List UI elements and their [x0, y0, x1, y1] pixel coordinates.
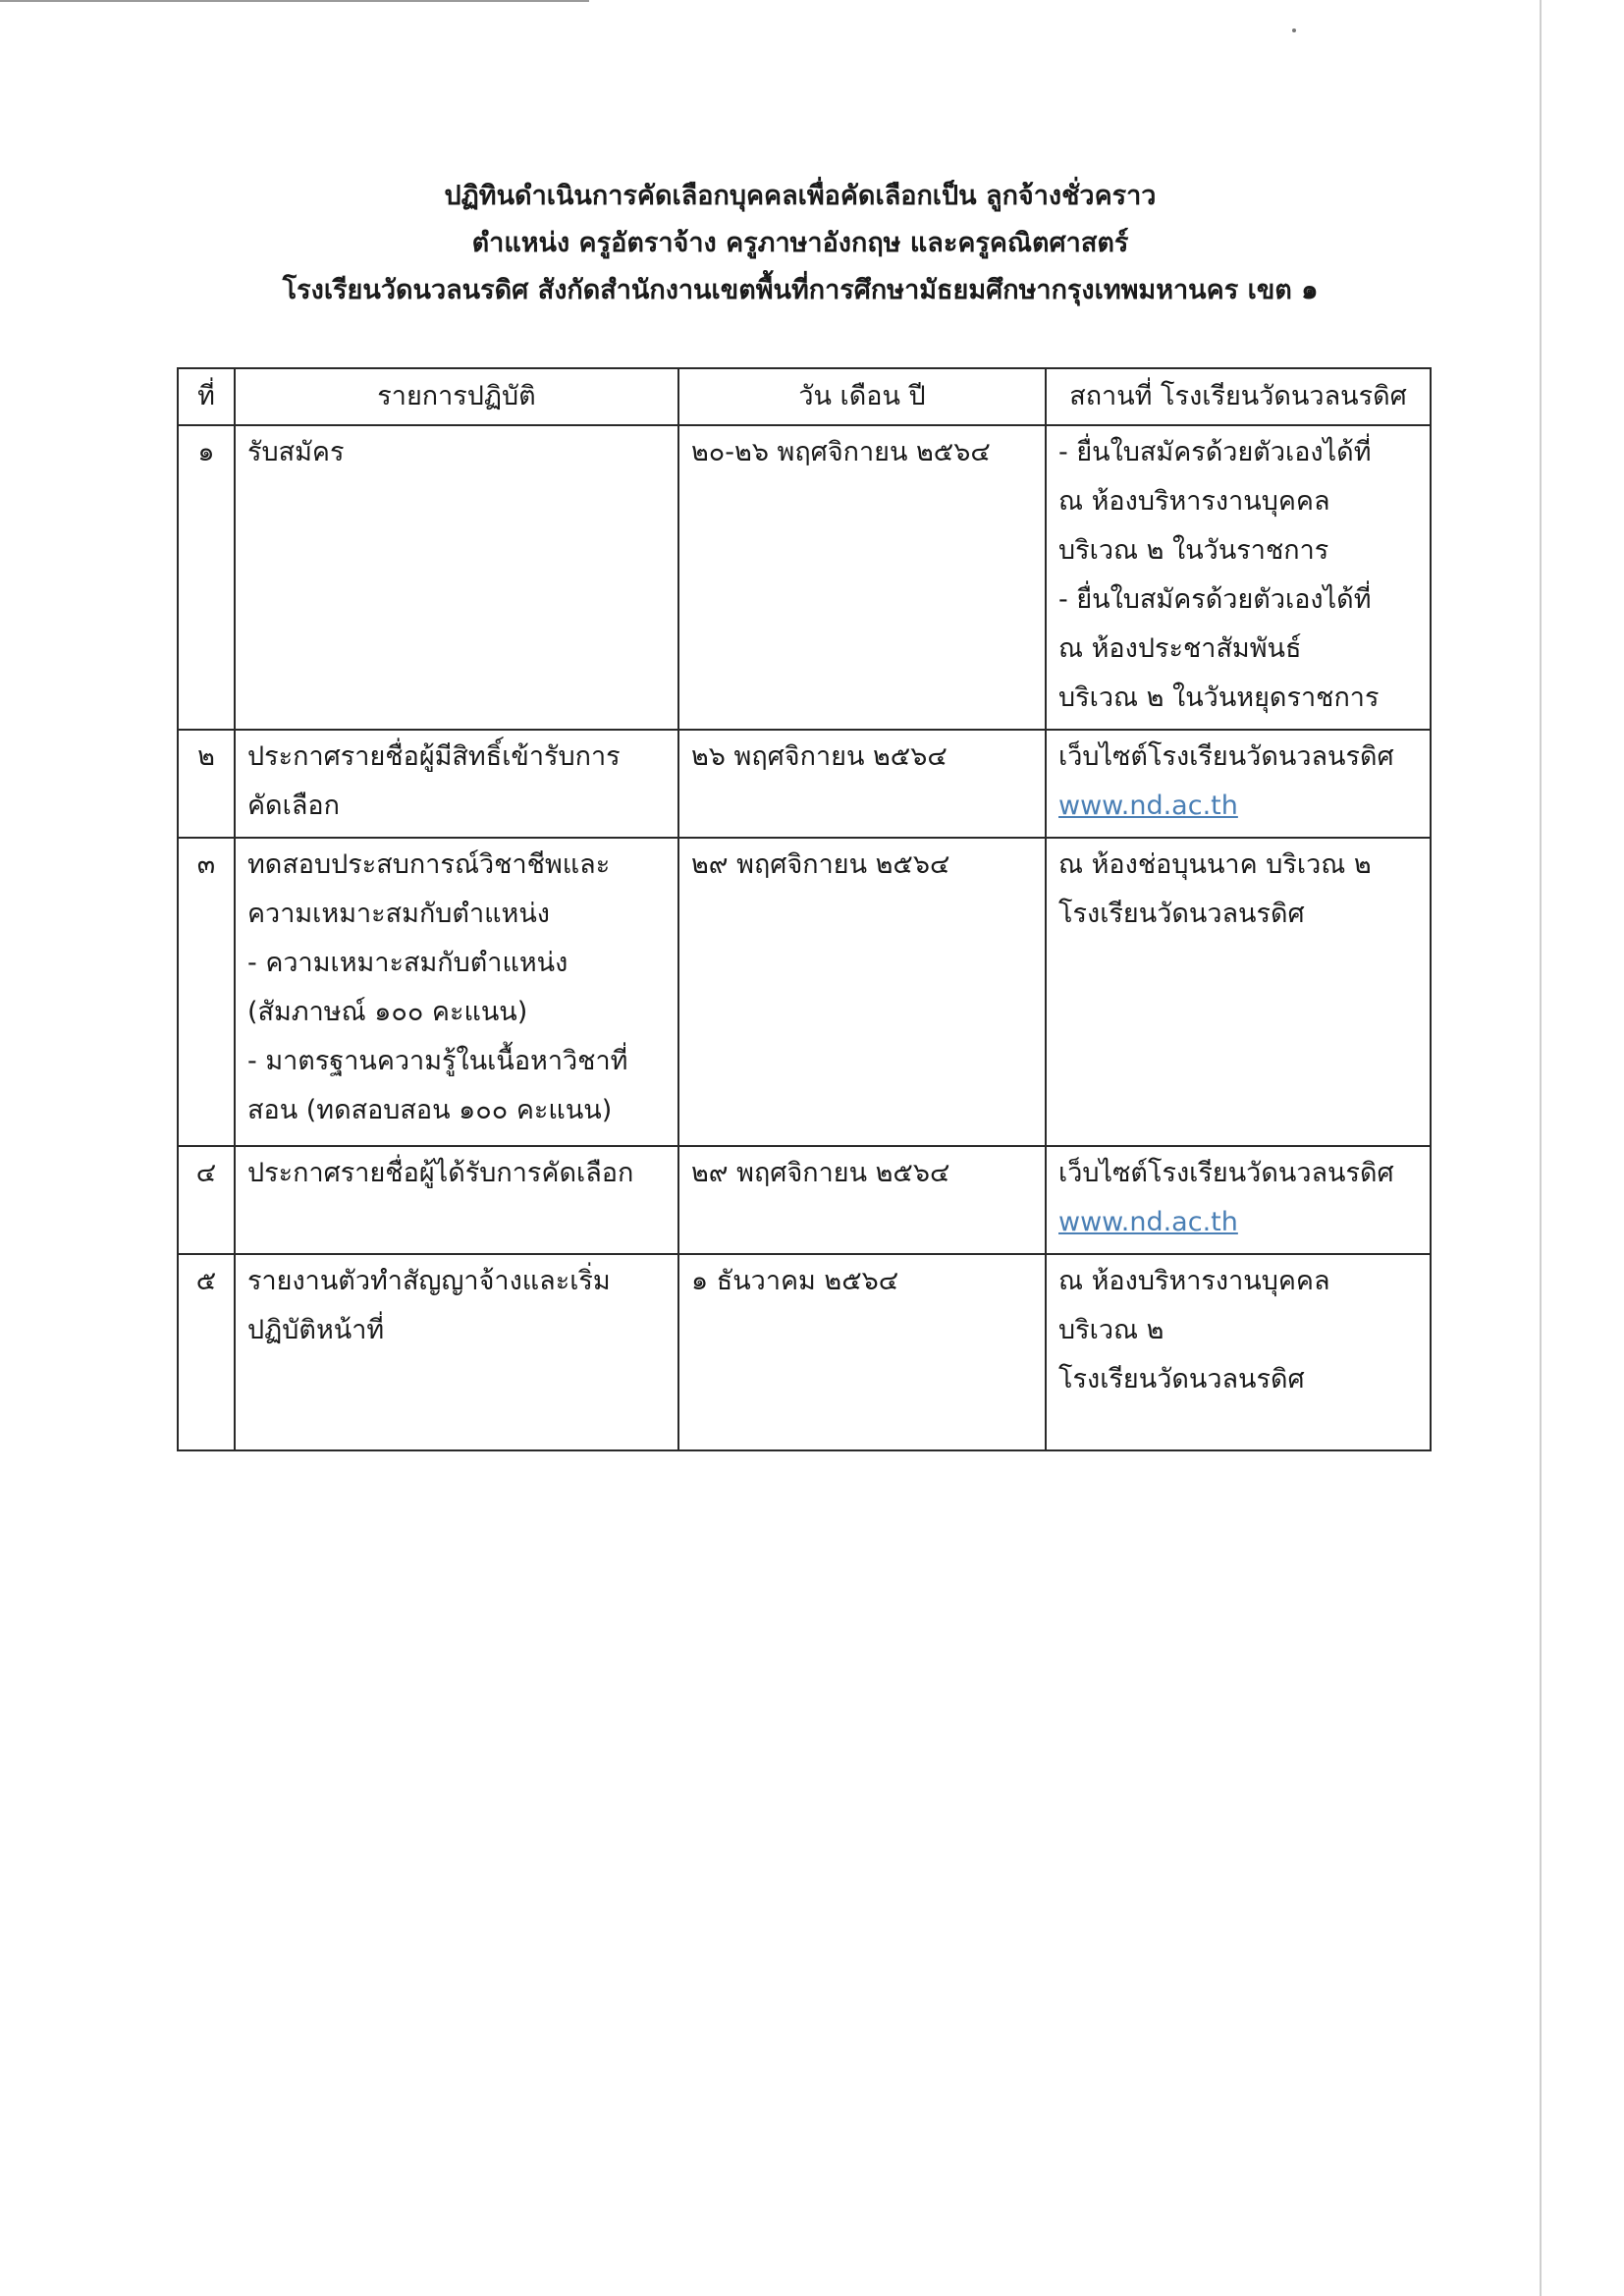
table-row	[178, 425, 1431, 730]
row-place	[1046, 1254, 1431, 1450]
row-date: ๒๖ พฤศจิกายน ๒๕๖๔	[678, 730, 1046, 838]
row-task	[235, 1254, 678, 1450]
row-task	[235, 1146, 678, 1254]
task-line: รายงานตัวทำสัญญาจ้างและเริ่ม	[247, 1266, 611, 1296]
place-line: โรงเรียนวัดนวลนรดิศ	[1058, 1364, 1305, 1394]
row-task	[235, 730, 678, 838]
row-number: ๓	[178, 838, 235, 1146]
row-number: ๑	[178, 425, 235, 730]
place-line: บริเวณ ๒ ในวันหยุดราชการ	[1058, 683, 1380, 713]
row-date: ๒๙ พฤศจิกายน ๒๕๖๔	[678, 838, 1046, 1146]
row-date: ๒๙ พฤศจิกายน ๒๕๖๔	[678, 1146, 1046, 1254]
schedule-table	[177, 367, 1432, 1451]
task-line: ประกาศรายชื่อผู้มีสิทธิ์เข้ารับการ	[247, 741, 621, 772]
task-line: - มาตรฐานความรู้ในเนื้อหาวิชาที่	[247, 1046, 628, 1076]
table-header-row	[178, 368, 1431, 425]
row-number: ๔	[178, 1146, 235, 1254]
place-line: - ยื่นใบสมัครด้วยตัวเองได้ที่	[1058, 437, 1372, 467]
header-date: วัน เดือน ปี	[678, 368, 1046, 425]
task-line: (สัมภาษณ์ ๑๐๐ คะแนน)	[247, 997, 528, 1027]
title-line-3: โรงเรียนวัดนวลนรดิศ สังกัดสำนักงานเขตพื้นที่การศึกษามัธยมศึกษากรุงเทพมหานคร เขต ๑	[282, 275, 1319, 305]
task-line: ปฏิบัติหน้าที่	[247, 1315, 385, 1345]
place-line: บริเวณ ๒	[1058, 1315, 1164, 1345]
row-place	[1046, 730, 1431, 838]
website-link[interactable]: www.nd.ac.th	[1058, 791, 1238, 821]
website-link[interactable]: www.nd.ac.th	[1058, 1207, 1238, 1237]
place-line: ณ ห้องบริหารงานบุคคล	[1058, 1266, 1330, 1296]
place-line: บริเวณ ๒ ในวันราชการ	[1058, 535, 1329, 566]
place-line: เว็บไซต์โรงเรียนวัดนวลนรดิศ	[1058, 1158, 1394, 1188]
scan-right-edge	[1540, 0, 1542, 2296]
table-row	[178, 730, 1431, 838]
place-line: ณ ห้องบริหารงานบุคคล	[1058, 486, 1330, 517]
table-row	[178, 838, 1431, 1146]
task-line: คัดเลือก	[247, 791, 340, 821]
row-number: ๕	[178, 1254, 235, 1450]
row-date: ๑ ธันวาคม ๒๕๖๔	[678, 1254, 1046, 1450]
row-task	[235, 838, 678, 1146]
title-line-1: ปฏิทินดำเนินการคัดเลือกบุคคลเพื่อคัดเลือกเป็น ลูกจ้างชั่วคราว	[444, 181, 1157, 211]
place-line: ณ ห้องช่อบุนนาค บริเวณ ๒	[1058, 849, 1372, 880]
row-place	[1046, 425, 1431, 730]
place-line: เว็บไซต์โรงเรียนวัดนวลนรดิศ	[1058, 741, 1394, 772]
row-task	[235, 425, 678, 730]
row-place	[1046, 838, 1431, 1146]
place-line: โรงเรียนวัดนวลนรดิศ	[1058, 899, 1305, 929]
task-line: ความเหมาะสมกับตำแหน่ง	[247, 899, 550, 929]
header-no: ที่	[178, 368, 235, 425]
task-line: รับสมัคร	[247, 437, 345, 467]
place-line: ณ ห้องประชาสัมพันธ์	[1058, 633, 1302, 664]
row-place	[1046, 1146, 1431, 1254]
task-line: สอน (ทดสอบสอน ๑๐๐ คะแนน)	[247, 1095, 613, 1125]
place-line: - ยื่นใบสมัครด้วยตัวเองได้ที่	[1058, 584, 1372, 615]
table-row	[178, 1146, 1431, 1254]
task-line: ทดสอบประสบการณ์วิชาชีพและ	[247, 849, 611, 880]
title-line-2: ตำแหน่ง ครูอัตราจ้าง ครูภาษาอังกฤษ และครูคณิตศาสตร์	[471, 228, 1129, 258]
header-place: สถานที่ โรงเรียนวัดนวลนรดิศ	[1046, 368, 1431, 425]
header-task: รายการปฏิบัติ	[235, 368, 678, 425]
table-row	[178, 1254, 1431, 1450]
task-line: ประกาศรายชื่อผู้ได้รับการคัดเลือก	[247, 1158, 634, 1188]
scan-speck	[1292, 28, 1296, 32]
row-date: ๒๐-๒๖ พฤศจิกายน ๒๕๖๔	[678, 425, 1046, 730]
document-title	[147, 173, 1453, 314]
row-number: ๒	[178, 730, 235, 838]
task-line: - ความเหมาะสมกับตำแหน่ง	[247, 948, 568, 978]
scan-top-edge	[0, 0, 589, 2]
